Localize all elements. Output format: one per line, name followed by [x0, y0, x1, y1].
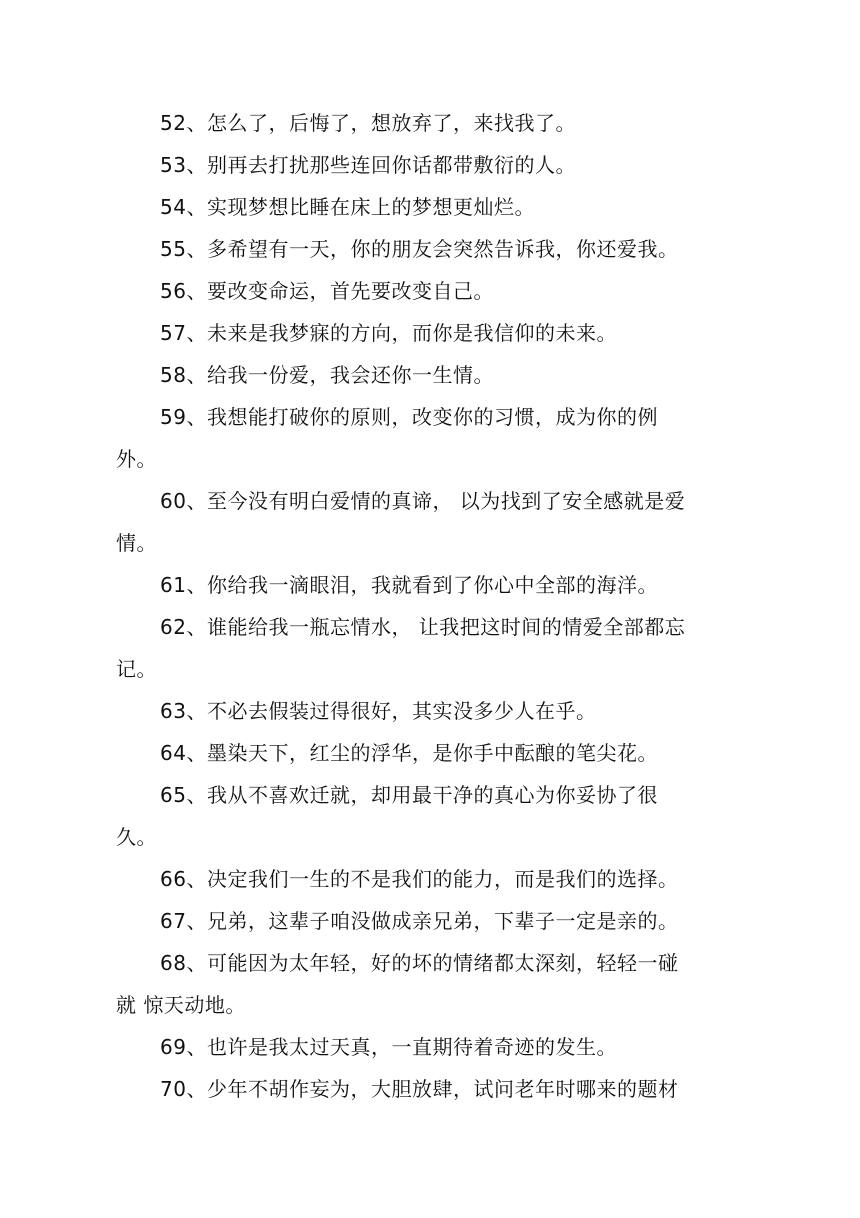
- text-line: 53、别再去打扰那些连回你话都带敷衍的人。: [160, 153, 576, 177]
- text-line: 68、可能因为太年轻，好的坏的情绪都太深刻，轻轻一碰: [160, 951, 679, 975]
- text-line-continuation: 外。: [116, 447, 157, 471]
- text-line: 55、多希望有一天，你的朋友会突然告诉我，你还爱我。: [160, 237, 679, 261]
- text-line: 66、决定我们一生的不是我们的能力，而是我们的选择。: [160, 867, 679, 891]
- text-line: 69、也许是我太过天真，一直期待着奇迹的发生。: [160, 1035, 617, 1059]
- text-line: 57、未来是我梦寐的方向，而你是我信仰的未来。: [160, 321, 617, 345]
- text-line: 65、我从不喜欢迁就，却用最干净的真心为你妥协了很: [160, 783, 658, 807]
- text-line: 59、我想能打破你的原则，改变你的习惯，成为你的例: [160, 405, 658, 429]
- text-line: 58、给我一份爱，我会还你一生情。: [160, 363, 494, 387]
- text-line-continuation: 情。: [116, 531, 157, 555]
- text-line: 52、怎么了，后悔了，想放弃了，来找我了。: [160, 111, 576, 135]
- text-line: 56、要改变命运，首先要改变自己。: [160, 279, 494, 303]
- text-line: 63、不必去假装过得很好，其实没多少人在乎。: [160, 699, 597, 723]
- text-line: 64、墨染天下，红尘的浮华，是你手中酝酿的笔尖花。: [160, 741, 658, 765]
- text-line: 62、谁能给我一瓶忘情水， 让我把这时间的情爱全部都忘: [160, 615, 686, 639]
- text-line: 67、兄弟，这辈子咱没做成亲兄弟，下辈子一定是亲的。: [160, 909, 679, 933]
- text-line-continuation: 就 惊天动地。: [116, 993, 246, 1017]
- text-line-continuation: 记。: [116, 657, 157, 681]
- text-line: 61、你给我一滴眼泪，我就看到了你心中全部的海洋。: [160, 573, 658, 597]
- text-line: 60、至今没有明白爱情的真谛， 以为找到了安全感就是爱: [160, 489, 686, 513]
- text-line: 54、实现梦想比睡在床上的梦想更灿烂。: [160, 195, 535, 219]
- text-line-continuation: 久。: [116, 825, 157, 849]
- text-line: 70、少年不胡作妄为，大胆放肆，试问老年时哪来的题材: [160, 1077, 679, 1101]
